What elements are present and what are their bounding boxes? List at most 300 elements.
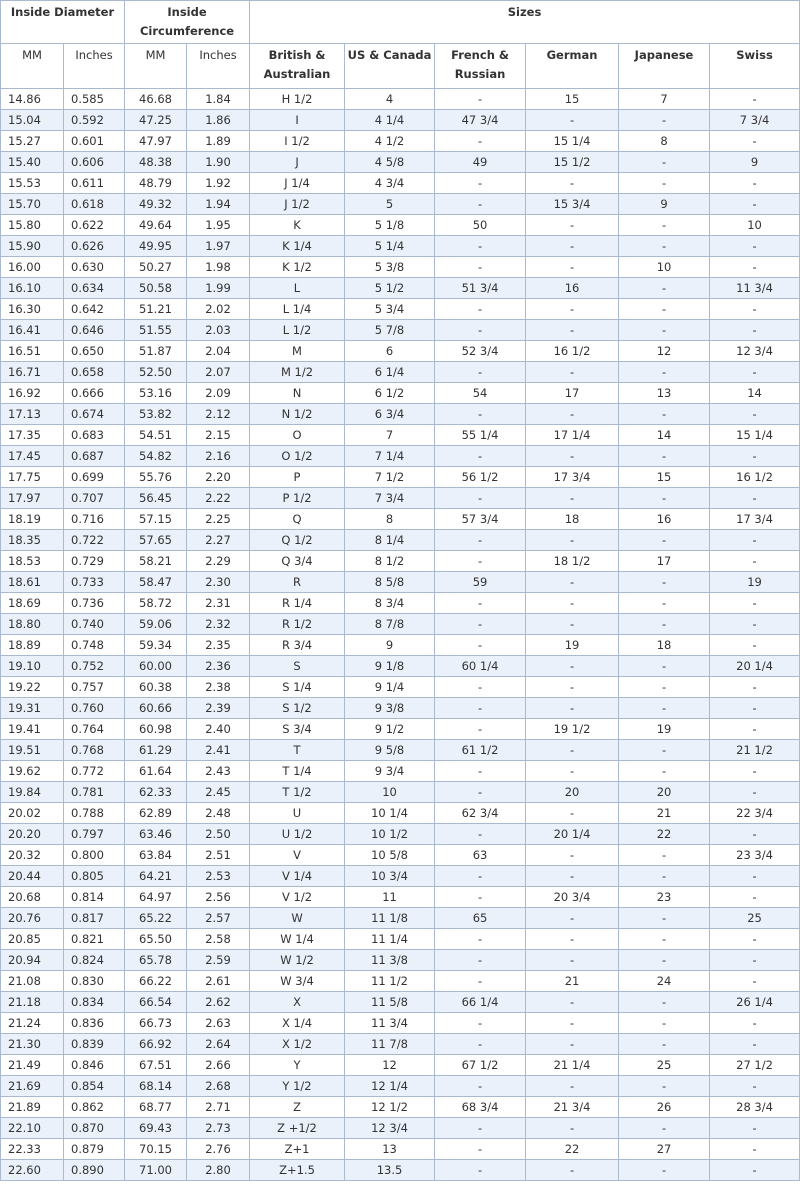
inside-circumference-header: Inside Circumference (125, 1, 250, 44)
british-size-cell: V 1/2 (250, 887, 345, 908)
diameter-inches-cell: 0.757 (64, 677, 125, 698)
french-size-cell: - (435, 362, 526, 383)
us-size-cell: 10 1/2 (345, 824, 435, 845)
japanese-size-cell: - (619, 698, 710, 719)
british-size-cell: N (250, 383, 345, 404)
diameter-mm-cell: 15.27 (1, 131, 64, 152)
circumference-inches-cell: 2.66 (187, 1055, 250, 1076)
german-size-cell: - (526, 698, 619, 719)
japanese-size-cell: 12 (619, 341, 710, 362)
diameter-inches-cell: 0.764 (64, 719, 125, 740)
french-size-cell: - (435, 950, 526, 971)
diameter-mm-cell: 21.69 (1, 1076, 64, 1097)
us-size-cell: 11 3/8 (345, 950, 435, 971)
japanese-size-cell: 16 (619, 509, 710, 530)
british-size-cell: I 1/2 (250, 131, 345, 152)
french-size-cell: - (435, 824, 526, 845)
circumference-inches-cell: 2.12 (187, 404, 250, 425)
british-size-cell: M 1/2 (250, 362, 345, 383)
british-size-cell: W (250, 908, 345, 929)
diameter-mm-cell: 21.30 (1, 1034, 64, 1055)
british-size-cell: S 1/2 (250, 698, 345, 719)
us-size-cell: 11 1/4 (345, 929, 435, 950)
diameter-inches-cell: 0.846 (64, 1055, 125, 1076)
circumference-inches-cell: 2.45 (187, 782, 250, 803)
diameter-mm-cell: 18.35 (1, 530, 64, 551)
french-size-cell: - (435, 1160, 526, 1181)
us-size-cell: 9 (345, 635, 435, 656)
swiss-size-cell: - (710, 320, 800, 341)
french-size-cell: 67 1/2 (435, 1055, 526, 1076)
circumference-inches-cell: 2.80 (187, 1160, 250, 1181)
diameter-mm-cell: 20.44 (1, 866, 64, 887)
diameter-inches-cell: 0.733 (64, 572, 125, 593)
german-size-cell: 21 1/4 (526, 1055, 619, 1076)
table-row (1, 698, 800, 719)
french-size-cell: 51 3/4 (435, 278, 526, 299)
german-size-cell: - (526, 572, 619, 593)
german-size-cell: 18 1/2 (526, 551, 619, 572)
diameter-inches-cell: 0.788 (64, 803, 125, 824)
diameter-mm-cell: 16.00 (1, 257, 64, 278)
swiss-size-cell: 28 3/4 (710, 1097, 800, 1118)
british-size-cell: R 3/4 (250, 635, 345, 656)
us-size-cell: 7 (345, 425, 435, 446)
german-size-cell: - (526, 257, 619, 278)
diameter-mm-cell: 21.24 (1, 1013, 64, 1034)
diameter-mm-cell: 18.19 (1, 509, 64, 530)
us-size-cell: 8 5/8 (345, 572, 435, 593)
japanese-size-cell: 21 (619, 803, 710, 824)
british-size-cell: P 1/2 (250, 488, 345, 509)
circumference-inches-cell: 2.41 (187, 740, 250, 761)
swiss-size-cell: 12 3/4 (710, 341, 800, 362)
circumference-inches-cell: 2.15 (187, 425, 250, 446)
swiss-size-cell: - (710, 824, 800, 845)
british-size-cell: J 1/4 (250, 173, 345, 194)
british-size-cell: N 1/2 (250, 404, 345, 425)
british-size-cell: Z (250, 1097, 345, 1118)
british-size-cell: R 1/2 (250, 614, 345, 635)
japanese-header: Japanese (619, 44, 710, 89)
japanese-size-cell: - (619, 845, 710, 866)
table-row (1, 89, 800, 110)
circumference-mm-cell: 51.21 (125, 299, 187, 320)
japanese-size-cell: - (619, 236, 710, 257)
table-row (1, 1013, 800, 1034)
diameter-inches-cell: 0.683 (64, 425, 125, 446)
circumference-inches-cell: 2.04 (187, 341, 250, 362)
diameter-inches-cell: 0.817 (64, 908, 125, 929)
french-size-cell: - (435, 131, 526, 152)
diameter-inches-cell: 0.879 (64, 1139, 125, 1160)
german-size-cell: - (526, 446, 619, 467)
us-size-cell: 4 1/2 (345, 131, 435, 152)
diameter-inches-cell: 0.630 (64, 257, 125, 278)
japanese-size-cell: - (619, 1160, 710, 1181)
us-size-cell: 9 1/2 (345, 719, 435, 740)
diameter-inches-header: Inches (64, 44, 125, 89)
british-size-cell: J 1/2 (250, 194, 345, 215)
circumference-mm-cell: 56.45 (125, 488, 187, 509)
diameter-mm-cell: 17.75 (1, 467, 64, 488)
british-size-cell: T (250, 740, 345, 761)
us-size-cell: 8 1/4 (345, 530, 435, 551)
german-size-cell: 16 (526, 278, 619, 299)
diameter-inches-cell: 0.658 (64, 362, 125, 383)
british-size-cell: K (250, 215, 345, 236)
french-size-cell: 55 1/4 (435, 425, 526, 446)
swiss-size-cell: - (710, 1034, 800, 1055)
french-size-cell: - (435, 89, 526, 110)
circumference-inches-cell: 1.94 (187, 194, 250, 215)
british-size-cell: W 1/2 (250, 950, 345, 971)
circumference-mm-cell: 64.97 (125, 887, 187, 908)
table-row (1, 341, 800, 362)
diameter-inches-cell: 0.601 (64, 131, 125, 152)
british-size-cell: S (250, 656, 345, 677)
japanese-size-cell: - (619, 950, 710, 971)
us-canada-header: US & Canada (345, 44, 435, 89)
german-size-cell: 19 1/2 (526, 719, 619, 740)
diameter-mm-cell: 14.86 (1, 89, 64, 110)
circumference-inches-cell: 1.86 (187, 110, 250, 131)
japanese-size-cell: - (619, 677, 710, 698)
diameter-mm-cell: 18.89 (1, 635, 64, 656)
circumference-mm-cell: 66.73 (125, 1013, 187, 1034)
diameter-inches-cell: 0.797 (64, 824, 125, 845)
table-row (1, 152, 800, 173)
us-size-cell: 12 (345, 1055, 435, 1076)
table-row (1, 614, 800, 635)
french-size-cell: - (435, 173, 526, 194)
circumference-mm-cell: 62.33 (125, 782, 187, 803)
diameter-inches-cell: 0.687 (64, 446, 125, 467)
circumference-mm-cell: 70.15 (125, 1139, 187, 1160)
circumference-inches-cell: 2.16 (187, 446, 250, 467)
diameter-inches-cell: 0.716 (64, 509, 125, 530)
circumference-inches-cell: 2.02 (187, 299, 250, 320)
circumference-mm-cell: 61.64 (125, 761, 187, 782)
diameter-inches-cell: 0.821 (64, 929, 125, 950)
british-size-cell: X (250, 992, 345, 1013)
table-row (1, 215, 800, 236)
circumference-inches-cell: 2.64 (187, 1034, 250, 1055)
japanese-size-cell: 27 (619, 1139, 710, 1160)
british-size-cell: L (250, 278, 345, 299)
diameter-mm-cell: 18.69 (1, 593, 64, 614)
diameter-inches-cell: 0.736 (64, 593, 125, 614)
german-size-cell: - (526, 173, 619, 194)
british-size-cell: U 1/2 (250, 824, 345, 845)
diameter-mm-cell: 22.10 (1, 1118, 64, 1139)
swiss-size-cell: - (710, 362, 800, 383)
table-row (1, 593, 800, 614)
circumference-mm-cell: 49.95 (125, 236, 187, 257)
circumference-inches-cell: 1.95 (187, 215, 250, 236)
table-row (1, 782, 800, 803)
circumference-mm-cell: 58.21 (125, 551, 187, 572)
japanese-size-cell: 17 (619, 551, 710, 572)
circumference-mm-cell: 68.14 (125, 1076, 187, 1097)
diameter-mm-cell: 16.92 (1, 383, 64, 404)
table-row (1, 425, 800, 446)
german-size-cell: - (526, 215, 619, 236)
table-row (1, 824, 800, 845)
diameter-mm-cell: 20.94 (1, 950, 64, 971)
diameter-mm-cell: 15.04 (1, 110, 64, 131)
inside-diameter-header: Inside Diameter (1, 1, 125, 44)
swiss-size-cell: - (710, 299, 800, 320)
japanese-size-cell: - (619, 614, 710, 635)
swiss-size-cell: - (710, 719, 800, 740)
british-size-cell: R 1/4 (250, 593, 345, 614)
diameter-mm-cell: 16.30 (1, 299, 64, 320)
british-size-cell: K 1/4 (250, 236, 345, 257)
diameter-mm-cell: 20.02 (1, 803, 64, 824)
swiss-size-cell: - (710, 488, 800, 509)
swiss-size-cell: 21 1/2 (710, 740, 800, 761)
diameter-inches-cell: 0.800 (64, 845, 125, 866)
japanese-size-cell: - (619, 488, 710, 509)
french-size-cell: - (435, 887, 526, 908)
french-size-cell: 66 1/4 (435, 992, 526, 1013)
japanese-size-cell: - (619, 1013, 710, 1034)
circumference-mm-cell: 66.92 (125, 1034, 187, 1055)
circumference-mm-cell: 55.76 (125, 467, 187, 488)
diameter-mm-cell: 21.08 (1, 971, 64, 992)
japanese-size-cell: 7 (619, 89, 710, 110)
us-size-cell: 6 1/4 (345, 362, 435, 383)
german-size-cell: - (526, 1034, 619, 1055)
diameter-mm-cell: 19.62 (1, 761, 64, 782)
diameter-mm-cell: 19.10 (1, 656, 64, 677)
circumference-mm-cell: 54.51 (125, 425, 187, 446)
swiss-size-cell: - (710, 446, 800, 467)
circumference-mm-cell: 58.47 (125, 572, 187, 593)
circumference-inches-cell: 2.29 (187, 551, 250, 572)
us-size-cell: 12 1/2 (345, 1097, 435, 1118)
circumference-inches-cell: 2.62 (187, 992, 250, 1013)
french-size-cell: 50 (435, 215, 526, 236)
circumference-inches-cell: 2.59 (187, 950, 250, 971)
header-row-columns (1, 44, 800, 89)
french-size-cell: - (435, 1118, 526, 1139)
diameter-inches-cell: 0.839 (64, 1034, 125, 1055)
german-size-cell: - (526, 1118, 619, 1139)
french-size-cell: - (435, 593, 526, 614)
british-size-cell: W 1/4 (250, 929, 345, 950)
swiss-size-cell: - (710, 173, 800, 194)
diameter-inches-cell: 0.760 (64, 698, 125, 719)
diameter-mm-cell: 18.61 (1, 572, 64, 593)
german-size-cell: - (526, 908, 619, 929)
table-row (1, 929, 800, 950)
table-row (1, 362, 800, 383)
diameter-mm-cell: 22.33 (1, 1139, 64, 1160)
british-size-cell: J (250, 152, 345, 173)
us-size-cell: 5 7/8 (345, 320, 435, 341)
us-size-cell: 6 1/2 (345, 383, 435, 404)
table-row (1, 299, 800, 320)
german-size-cell: - (526, 530, 619, 551)
japanese-size-cell: - (619, 446, 710, 467)
circumference-mm-cell: 48.79 (125, 173, 187, 194)
circumference-mm-cell: 49.32 (125, 194, 187, 215)
swiss-size-cell: - (710, 404, 800, 425)
diameter-inches-cell: 0.824 (64, 950, 125, 971)
british-size-cell: Z+1.5 (250, 1160, 345, 1181)
circumference-mm-cell: 64.21 (125, 866, 187, 887)
diameter-inches-cell: 0.674 (64, 404, 125, 425)
british-size-cell: U (250, 803, 345, 824)
us-size-cell: 9 1/4 (345, 677, 435, 698)
circumference-inches-cell: 2.36 (187, 656, 250, 677)
diameter-mm-cell: 17.45 (1, 446, 64, 467)
diameter-mm-cell: 16.51 (1, 341, 64, 362)
table-row (1, 530, 800, 551)
swiss-size-cell: 14 (710, 383, 800, 404)
swiss-size-cell: 26 1/4 (710, 992, 800, 1013)
swiss-size-cell: 25 (710, 908, 800, 929)
japanese-size-cell: 14 (619, 425, 710, 446)
us-size-cell: 11 5/8 (345, 992, 435, 1013)
circumference-inches-cell: 2.56 (187, 887, 250, 908)
swiss-size-cell: - (710, 1118, 800, 1139)
german-size-cell: - (526, 362, 619, 383)
swiss-size-cell: 17 3/4 (710, 509, 800, 530)
german-size-cell: - (526, 761, 619, 782)
german-size-cell: - (526, 299, 619, 320)
french-size-cell: 56 1/2 (435, 467, 526, 488)
french-size-cell: - (435, 1034, 526, 1055)
japanese-size-cell: - (619, 656, 710, 677)
swiss-size-cell: 15 1/4 (710, 425, 800, 446)
circumference-mm-cell: 53.82 (125, 404, 187, 425)
swiss-size-cell: - (710, 929, 800, 950)
british-size-cell: M (250, 341, 345, 362)
german-size-cell: - (526, 677, 619, 698)
german-size-cell: 19 (526, 635, 619, 656)
german-size-cell: - (526, 803, 619, 824)
french-size-cell: - (435, 614, 526, 635)
japanese-size-cell: - (619, 362, 710, 383)
german-size-cell: 20 1/4 (526, 824, 619, 845)
german-size-cell: 17 3/4 (526, 467, 619, 488)
diameter-mm-cell: 21.18 (1, 992, 64, 1013)
circumference-inches-header: Inches (187, 44, 250, 89)
french-size-cell: - (435, 404, 526, 425)
diameter-mm-cell: 17.13 (1, 404, 64, 425)
table-row (1, 950, 800, 971)
us-size-cell: 9 5/8 (345, 740, 435, 761)
diameter-mm-cell: 17.35 (1, 425, 64, 446)
table-row (1, 320, 800, 341)
british-size-cell: V 1/4 (250, 866, 345, 887)
us-size-cell: 13.5 (345, 1160, 435, 1181)
diameter-mm-cell: 21.49 (1, 1055, 64, 1076)
circumference-inches-cell: 2.57 (187, 908, 250, 929)
diameter-mm-cell: 15.70 (1, 194, 64, 215)
swiss-size-cell: - (710, 131, 800, 152)
french-russian-header: French & Russian (435, 44, 526, 89)
circumference-mm-cell: 46.68 (125, 89, 187, 110)
german-size-cell: - (526, 488, 619, 509)
us-size-cell: 8 3/4 (345, 593, 435, 614)
diameter-mm-cell: 16.71 (1, 362, 64, 383)
us-size-cell: 5 1/4 (345, 236, 435, 257)
diameter-inches-cell: 0.854 (64, 1076, 125, 1097)
circumference-mm-cell: 51.55 (125, 320, 187, 341)
us-size-cell: 4 1/4 (345, 110, 435, 131)
table-row (1, 404, 800, 425)
japanese-size-cell: - (619, 530, 710, 551)
circumference-inches-cell: 2.38 (187, 677, 250, 698)
french-size-cell: - (435, 782, 526, 803)
circumference-inches-cell: 2.63 (187, 1013, 250, 1034)
british-size-cell: L 1/4 (250, 299, 345, 320)
diameter-mm-cell: 15.80 (1, 215, 64, 236)
swiss-size-cell: 27 1/2 (710, 1055, 800, 1076)
diameter-inches-cell: 0.606 (64, 152, 125, 173)
swiss-size-cell: 9 (710, 152, 800, 173)
british-size-cell: R (250, 572, 345, 593)
japanese-size-cell: 24 (619, 971, 710, 992)
japanese-size-cell: - (619, 1118, 710, 1139)
swiss-size-cell: - (710, 89, 800, 110)
german-size-cell: 20 (526, 782, 619, 803)
french-size-cell: 57 3/4 (435, 509, 526, 530)
german-size-cell: - (526, 593, 619, 614)
table-body (1, 89, 800, 1181)
circumference-mm-cell: 50.27 (125, 257, 187, 278)
diameter-mm-cell: 20.76 (1, 908, 64, 929)
german-size-cell: 16 1/2 (526, 341, 619, 362)
circumference-inches-cell: 2.61 (187, 971, 250, 992)
us-size-cell: 4 (345, 89, 435, 110)
table-row (1, 761, 800, 782)
british-size-cell: X 1/4 (250, 1013, 345, 1034)
diameter-inches-cell: 0.634 (64, 278, 125, 299)
japanese-size-cell: - (619, 152, 710, 173)
french-size-cell: - (435, 446, 526, 467)
german-header: German (526, 44, 619, 89)
table-row (1, 992, 800, 1013)
japanese-size-cell: - (619, 740, 710, 761)
table-row (1, 656, 800, 677)
table-row (1, 1034, 800, 1055)
french-size-cell: - (435, 719, 526, 740)
table-row (1, 383, 800, 404)
british-size-cell: Y (250, 1055, 345, 1076)
table-row (1, 131, 800, 152)
diameter-inches-cell: 0.666 (64, 383, 125, 404)
diameter-mm-cell: 22.60 (1, 1160, 64, 1181)
circumference-mm-cell: 69.43 (125, 1118, 187, 1139)
diameter-inches-cell: 0.611 (64, 173, 125, 194)
diameter-inches-cell: 0.748 (64, 635, 125, 656)
diameter-inches-cell: 0.890 (64, 1160, 125, 1181)
french-size-cell: - (435, 1076, 526, 1097)
diameter-mm-cell: 20.32 (1, 845, 64, 866)
german-size-cell: - (526, 740, 619, 761)
circumference-inches-cell: 2.40 (187, 719, 250, 740)
swiss-size-cell: - (710, 950, 800, 971)
circumference-inches-cell: 2.09 (187, 383, 250, 404)
german-size-cell: 20 3/4 (526, 887, 619, 908)
us-size-cell: 10 5/8 (345, 845, 435, 866)
diameter-mm-cell: 18.80 (1, 614, 64, 635)
